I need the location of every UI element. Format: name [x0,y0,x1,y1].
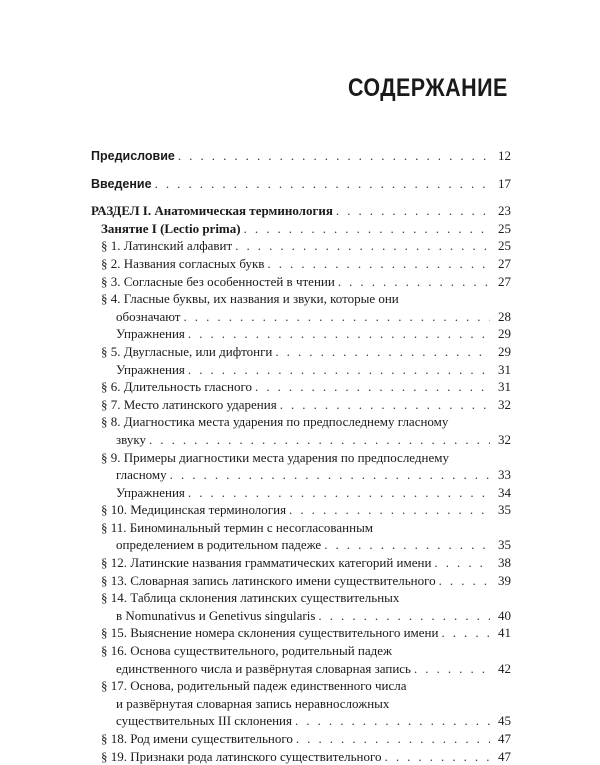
toc-page-number: 25 [498,220,511,236]
toc-entry [91,589,511,607]
leader-dots [188,484,490,502]
toc-entry-title: § 19. Признаки рода латинского существительного [101,748,382,764]
leader-dots [188,361,490,379]
toc-entry [91,290,511,308]
leader-dots [336,202,490,220]
toc-entry-continuation [91,466,511,484]
leader-dots [338,273,490,291]
toc-entry-preface [91,147,511,165]
toc-entry-title: Введение [91,176,152,191]
toc-entry-title: § 8. Диагностика места ударения по предпоследнему гласному [101,414,449,430]
toc-entry-title: в Nomunativus и Genetivus singularis [116,607,316,623]
toc-entry-continuation [91,536,511,554]
toc-entry [91,255,511,273]
toc-page-number: 17 [498,175,511,191]
toc-entry-title: § 6. Длительность гласного [101,379,253,395]
toc-entry-title: Предисловие [91,149,175,163]
toc-page-number: 39 [498,572,511,588]
toc-entry-continuation [91,660,511,678]
leader-dots [414,660,490,678]
toc-entry-continuation [91,695,511,713]
toc-entry [91,273,511,291]
toc-page-number: 23 [498,203,511,219]
leader-dots [170,466,490,484]
toc-entry-title: гласному [116,467,167,483]
toc-page-number: 27 [498,273,511,289]
toc-entry-title: Упражнения [116,326,185,342]
toc-entry-title: § 10. Медицинская терминология [101,502,287,518]
toc-page-number: 33 [498,467,511,483]
toc-entry-title: и развёрнутая словарная запись неравносложных [116,695,390,711]
toc-entry [91,501,511,519]
leader-dots [244,220,490,238]
toc-page-number: 25 [498,238,511,254]
toc-page-number: 12 [498,148,511,163]
toc-entry-title: обозначают [116,308,181,324]
toc-entry-title: § 13. Словарная запись латинского имени существительного [101,572,436,588]
toc-page-number: 32 [498,431,511,447]
leader-dots [155,175,490,193]
toc-entry-section-1 [91,202,511,220]
leader-dots [439,572,490,590]
toc-entry-exercises [91,361,511,379]
leader-dots [295,712,490,730]
toc-page-number: 47 [498,748,511,764]
toc-entry [91,396,511,414]
leader-dots [441,624,490,642]
toc-page-number: 35 [498,502,511,518]
leader-dots [289,501,490,519]
toc-entry [91,378,511,396]
toc-page-number: 34 [498,484,511,500]
toc-page-number: 29 [498,343,511,359]
toc-page-number: 31 [498,379,511,395]
toc-page-number: 45 [498,713,511,729]
leader-dots [434,554,490,572]
toc-entry-title: § 5. Двугласные, или дифтонги [101,343,273,359]
leader-dots [296,730,490,748]
toc-entry [91,748,511,765]
toc-page-number: 47 [498,731,511,746]
toc-entry-title: § 14. Таблица склонения латинских существительных [101,590,400,606]
toc-entry-title: § 16. Основа существительного, родительный падеж [101,643,392,659]
toc-entry-exercises [91,325,511,343]
toc-entry-exercises [91,484,511,502]
toc-entry-title: единственного числа и развёрнутая словарная запись [116,660,411,676]
toc-entry-lesson-1 [91,220,511,238]
toc-page-number: 35 [498,537,511,553]
leader-dots [318,607,490,625]
leader-dots [324,536,490,554]
leader-dots [235,237,490,255]
toc-entry [91,624,511,642]
toc-entry-title: § 3. Согласные без особенностей в чтении [101,273,335,289]
table-of-contents [91,147,511,765]
toc-entry-title: § 17. Основа, родительный падеж единственного числа [101,678,407,694]
leader-dots [178,147,490,165]
leader-dots [149,431,490,449]
leader-dots [385,748,490,765]
toc-entry [91,554,511,572]
toc-entry-continuation [91,308,511,326]
toc-entry [91,519,511,537]
toc-entry-continuation [91,712,511,730]
toc-page-number: 31 [498,361,511,377]
leader-dots [188,325,490,343]
toc-entry-introduction [91,175,511,193]
toc-entry-title: Упражнения [116,484,185,500]
page-title: СОДЕРЖАНИЕ [348,74,508,102]
toc-entry-title: звуку [116,431,146,447]
toc-entry-title: Занятие I (Lectio prima) [101,220,241,236]
toc-page-number: 41 [498,625,511,641]
toc-entry [91,572,511,590]
toc-entry-title: РАЗДЕЛ I. Анатомическая терминология [91,203,333,219]
toc-page-number: 40 [498,607,511,623]
toc-entry [91,413,511,431]
leader-dots [280,396,490,414]
toc-entry-title: § 15. Выяснение номера склонения существительного имени [101,625,439,641]
toc-page-number: 32 [498,396,511,412]
toc-page-number: 28 [498,308,511,324]
toc-entry-title: Упражнения [116,361,185,377]
toc-entry-continuation [91,607,511,625]
toc-entry-continuation [91,431,511,449]
toc-page-number: 27 [498,255,511,271]
toc-entry-title: § 9. Примеры диагностики места ударения по предпоследнему [101,449,449,465]
leader-dots [184,308,491,326]
toc-entry [91,343,511,361]
toc-entry [91,677,511,695]
toc-entry [91,237,511,255]
toc-entry-title: определением в родительном падеже [116,537,322,553]
toc-page-number: 29 [498,326,511,342]
toc-entry-title: существительных III склонения [116,713,292,729]
toc-page-number: 38 [498,555,511,571]
leader-dots [275,343,490,361]
toc-entry [91,449,511,467]
leader-dots [255,378,490,396]
toc-entry-title: § 2. Названия согласных букв [101,255,265,271]
toc-entry-title: § 18. Род имени существительного [101,731,293,746]
toc-entry-title: § 7. Место латинского ударения [101,396,277,412]
toc-entry-title: § 4. Гласные буквы, их названия и звуки, которые они [101,291,399,307]
leader-dots [267,255,490,273]
toc-entry [91,730,511,748]
toc-entry-title: § 1. Латинский алфавит [101,238,233,254]
toc-entry [91,642,511,660]
toc-entry-title: § 12. Латинские названия грамматических категорий имени [101,555,432,571]
toc-entry-title: § 11. Биноминальный термин с несогласованным [101,519,374,535]
toc-page-number: 42 [498,660,511,676]
